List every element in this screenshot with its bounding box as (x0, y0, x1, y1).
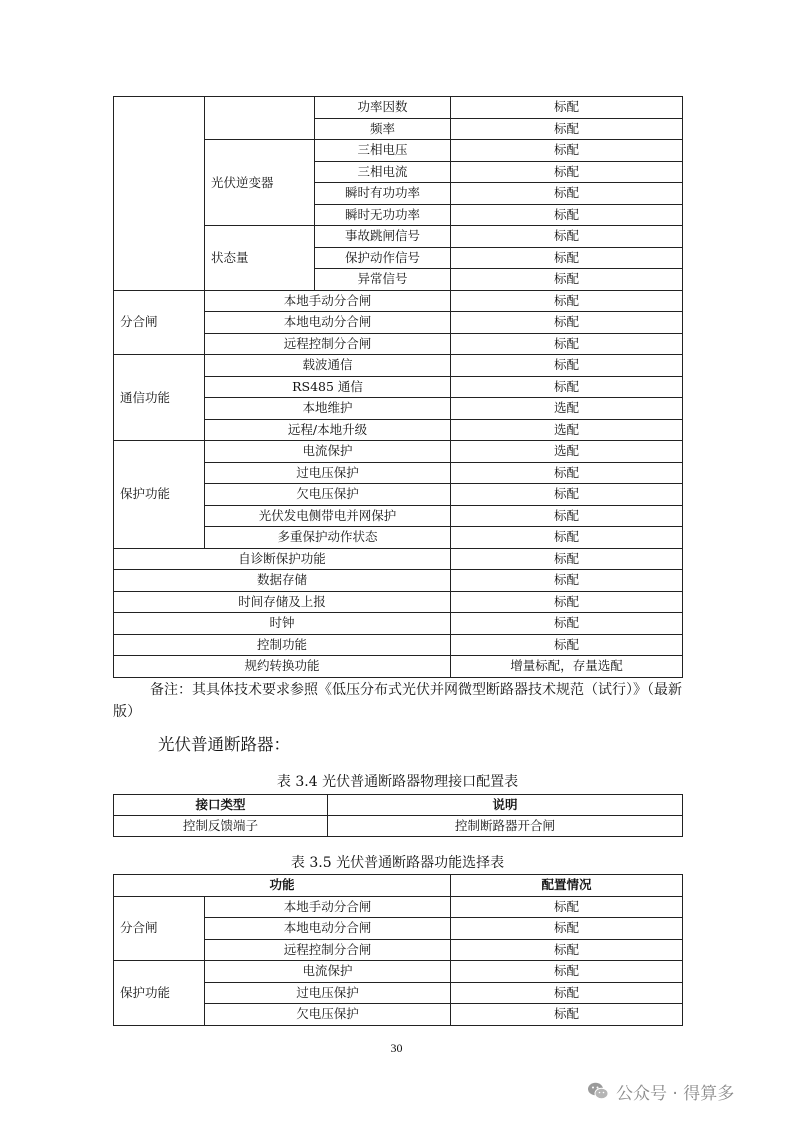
item-cell: 远程/本地升级 (205, 419, 451, 441)
config-cell: 标配 (451, 918, 683, 940)
item-cell: 电流保护 (205, 961, 451, 983)
table-row (114, 548, 683, 570)
config-cell: 标配 (451, 613, 683, 635)
table-row (114, 355, 683, 377)
config-cell: 标配 (451, 161, 683, 183)
item-cell: 欠电压保护 (205, 1004, 451, 1026)
section-title: 光伏普通断路器： (158, 735, 290, 754)
table-header-row (114, 795, 683, 816)
config-cell: 标配 (451, 939, 683, 961)
watermark-text: 公众号 · 得算多 (616, 1083, 735, 1104)
table-row (114, 290, 683, 312)
config-cell: 选配 (451, 419, 683, 441)
item-cell: 本地电动分合闸 (205, 312, 451, 334)
config-cell: 标配 (451, 484, 683, 506)
column-header: 接口类型 (114, 795, 328, 816)
config-cell: 标配 (451, 591, 683, 613)
watermark (586, 1077, 734, 1105)
config-cell: 标配 (451, 204, 683, 226)
page-number: 30 (390, 1041, 403, 1055)
group-cell (114, 97, 205, 291)
item-cell: 频率 (315, 118, 451, 140)
config-cell: 选配 (451, 441, 683, 463)
table-row (114, 441, 683, 463)
group-cell: 分合闸 (114, 290, 205, 355)
config-cell: 标配 (451, 226, 683, 248)
subgroup-cell: 光伏逆变器 (205, 140, 315, 226)
table-row (114, 896, 683, 918)
wechat-icon (586, 1079, 610, 1103)
item-cell: 多重保护动作状态 (205, 527, 451, 549)
table-caption: 表 3.4 光伏普通断路器物理接口配置表 (276, 774, 519, 790)
config-cell: 标配 (451, 527, 683, 549)
interface-type-cell: 控制反馈端子 (114, 816, 328, 837)
item-cell: RS485 通信 (205, 376, 451, 398)
item-cell: 瞬时有功功率 (315, 183, 451, 205)
item-cell: 保护动作信号 (315, 247, 451, 269)
config-cell: 标配 (451, 290, 683, 312)
table-row (114, 816, 683, 837)
item-cell: 异常信号 (315, 269, 451, 291)
item-cell: 事故跳闸信号 (315, 226, 451, 248)
subgroup-cell (205, 97, 315, 140)
group-cell: 通信功能 (114, 355, 205, 441)
config-cell: 标配 (451, 247, 683, 269)
table-row (114, 613, 683, 635)
function-select-table (113, 874, 683, 1026)
config-cell: 标配 (451, 333, 683, 355)
group-cell: 分合闸 (114, 896, 205, 961)
item-cell: 本地电动分合闸 (205, 918, 451, 940)
config-cell: 标配 (451, 376, 683, 398)
subgroup-cell: 状态量 (205, 226, 315, 291)
config-cell: 标配 (451, 634, 683, 656)
item-cell: 时间存储及上报 (114, 591, 451, 613)
table-row (114, 591, 683, 613)
function-config-table (113, 96, 683, 678)
config-cell: 标配 (451, 982, 683, 1004)
table-note: 备注：其具体技术要求参照《低压分布式光伏并网微型断路器技术规范（试行）》（最新版） (113, 682, 682, 720)
item-cell: 三相电压 (315, 140, 451, 162)
config-cell: 增量标配，存量选配 (451, 656, 683, 678)
config-cell: 标配 (451, 355, 683, 377)
item-cell: 载波通信 (205, 355, 451, 377)
config-cell: 标配 (451, 118, 683, 140)
group-cell: 保护功能 (114, 961, 205, 1026)
item-cell: 电流保护 (205, 441, 451, 463)
config-cell: 标配 (451, 1004, 683, 1026)
config-cell: 标配 (451, 312, 683, 334)
config-cell: 标配 (451, 505, 683, 527)
config-cell: 选配 (451, 398, 683, 420)
table-row (114, 570, 683, 592)
table-row (114, 634, 683, 656)
config-cell: 标配 (451, 896, 683, 918)
item-cell: 数据存储 (114, 570, 451, 592)
table-row (114, 961, 683, 983)
table-caption: 表 3.5 光伏普通断路器功能选择表 (290, 855, 505, 871)
item-cell: 欠电压保护 (205, 484, 451, 506)
item-cell: 过电压保护 (205, 462, 451, 484)
column-header: 功能 (114, 875, 451, 897)
item-cell: 自诊断保护功能 (114, 548, 451, 570)
table-header-row (114, 875, 683, 897)
item-cell: 控制功能 (114, 634, 451, 656)
item-cell: 光伏发电侧带电并网保护 (205, 505, 451, 527)
item-cell: 远程控制分合闸 (205, 939, 451, 961)
item-cell: 本地手动分合闸 (205, 896, 451, 918)
config-cell: 标配 (451, 183, 683, 205)
config-cell: 标配 (451, 97, 683, 119)
item-cell: 时钟 (114, 613, 451, 635)
config-cell: 标配 (451, 961, 683, 983)
config-cell: 标配 (451, 462, 683, 484)
table-row (114, 97, 683, 119)
config-cell: 标配 (451, 570, 683, 592)
column-header: 配置情况 (451, 875, 683, 897)
interface-config-table (113, 794, 683, 837)
item-cell: 规约转换功能 (114, 656, 451, 678)
item-cell: 三相电流 (315, 161, 451, 183)
item-cell: 过电压保护 (205, 982, 451, 1004)
config-cell: 标配 (451, 140, 683, 162)
config-cell: 标配 (451, 548, 683, 570)
item-cell: 本地维护 (205, 398, 451, 420)
column-header: 说明 (328, 795, 683, 816)
table-row (114, 656, 683, 678)
config-cell: 标配 (451, 269, 683, 291)
item-cell: 瞬时无功功率 (315, 204, 451, 226)
item-cell: 本地手动分合闸 (205, 290, 451, 312)
item-cell: 远程控制分合闸 (205, 333, 451, 355)
item-cell: 功率因数 (315, 97, 451, 119)
description-cell: 控制断路器开合闸 (328, 816, 683, 837)
group-cell: 保护功能 (114, 441, 205, 549)
